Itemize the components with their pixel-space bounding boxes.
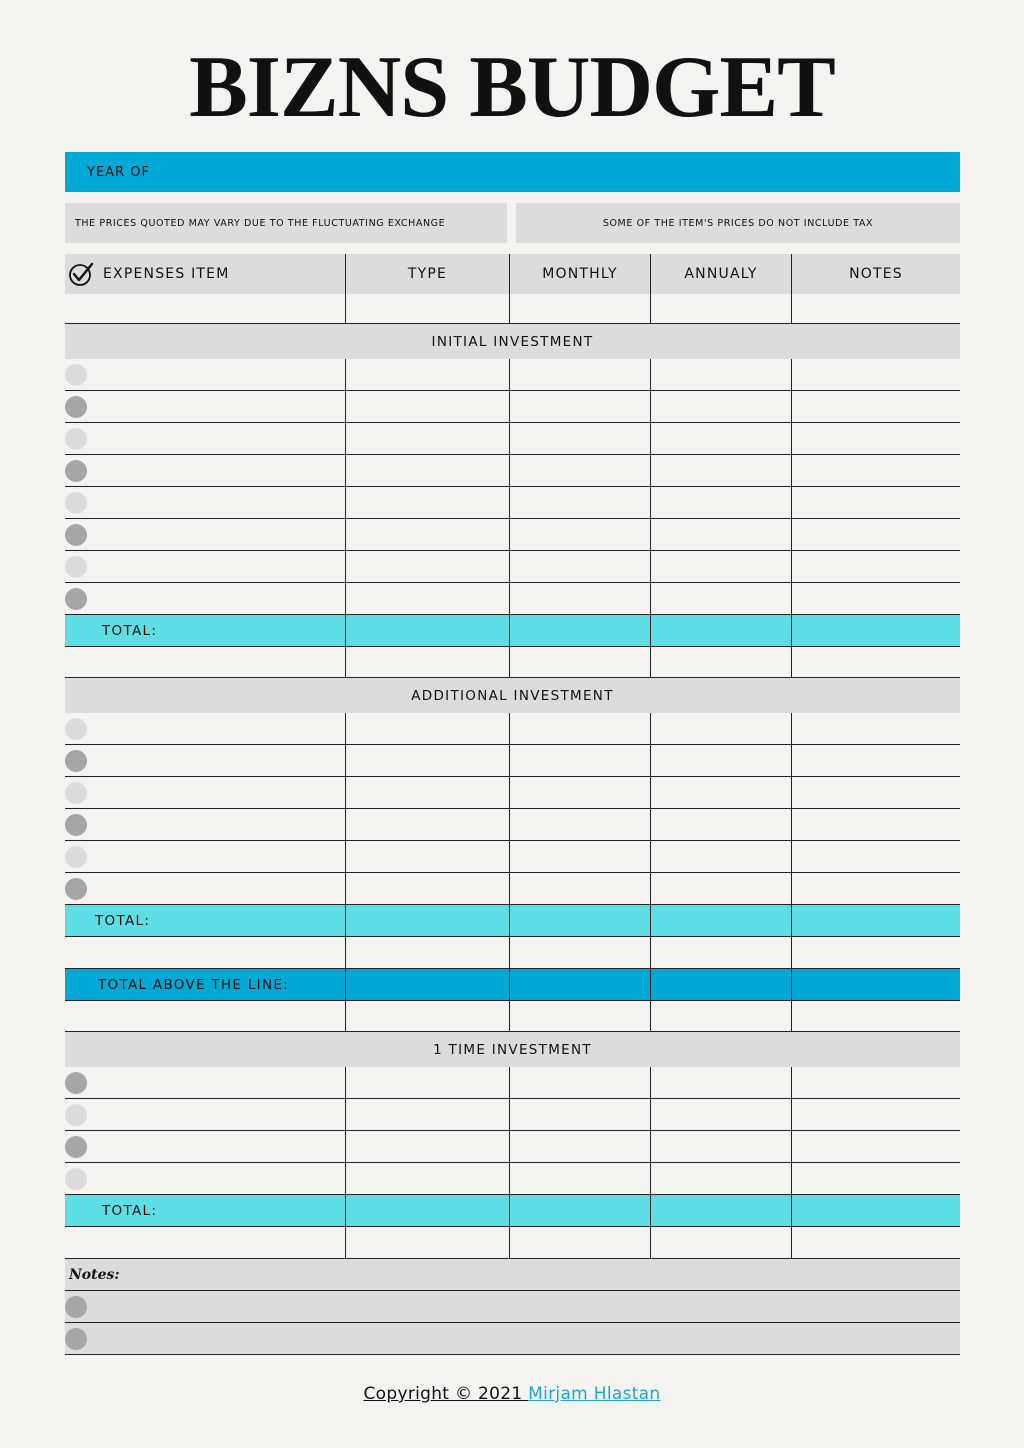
bullet-icon [65, 814, 87, 836]
table-row[interactable] [65, 873, 960, 905]
notes-header [65, 1259, 960, 1291]
total-row-one-time[interactable] [65, 1195, 960, 1227]
bullet-icon [65, 1328, 87, 1350]
bullet-icon [65, 1136, 87, 1158]
total-row-additional[interactable] [65, 905, 960, 937]
table-row[interactable] [65, 745, 960, 777]
table-header [65, 254, 960, 294]
total-row-initial[interactable] [65, 615, 960, 647]
section-initial-investment: INITIAL INVESTMENT [65, 324, 960, 359]
table-row[interactable] [65, 423, 960, 455]
copyright-text: Copyright © 2021 [363, 1384, 529, 1404]
bullet-icon [65, 428, 87, 450]
budget-sheet [65, 152, 960, 1355]
page-title: BIZNS BUDGET [189, 39, 835, 136]
notice-row [65, 203, 960, 243]
budget-table [65, 254, 960, 1355]
table-row[interactable] [65, 583, 960, 615]
total-above-line-label: TOTAL ABOVE THE LINE: [98, 976, 290, 993]
table-row[interactable] [65, 713, 960, 745]
table-row[interactable] [65, 487, 960, 519]
bullet-icon [65, 1104, 87, 1126]
bullet-icon [65, 718, 87, 740]
section-additional-investment: ADDITIONAL INVESTMENT [65, 678, 960, 713]
table-row[interactable] [65, 519, 960, 551]
bullet-icon [65, 556, 87, 578]
section-one-time-investment: 1 TIME INVESTMENT [65, 1032, 960, 1067]
table-row[interactable] [65, 1227, 960, 1259]
tax-notice: SOME OF THE ITEM'S PRICES DO NOT INCLUDE TAX [516, 203, 960, 243]
table-row[interactable] [65, 359, 960, 391]
table-row[interactable] [65, 455, 960, 487]
col-annualy: ANNUALY [651, 254, 792, 294]
bullet-icon [65, 878, 87, 900]
bullet-icon [65, 588, 87, 610]
bullet-icon [65, 1072, 87, 1094]
table-row[interactable] [65, 294, 960, 324]
col-notes: NOTES [849, 266, 903, 282]
col-expenses-item [65, 254, 346, 294]
table-row[interactable] [65, 647, 960, 678]
bullet-icon [65, 1296, 87, 1318]
notes-line[interactable] [65, 1291, 960, 1323]
table-row[interactable] [65, 809, 960, 841]
table-row[interactable] [65, 1131, 960, 1163]
table-row[interactable] [65, 841, 960, 873]
table-row[interactable] [65, 1067, 960, 1099]
col-type: TYPE [346, 254, 510, 294]
table-row[interactable] [65, 391, 960, 423]
bullet-icon [65, 846, 87, 868]
bullet-icon [65, 492, 87, 514]
bullet-icon [65, 396, 87, 418]
bullet-icon [65, 364, 87, 386]
table-row[interactable] [65, 1001, 960, 1032]
bullet-icon [65, 782, 87, 804]
total-above-line-row[interactable] [65, 969, 960, 1001]
copyright-footer [0, 1384, 1024, 1404]
notes-label: Notes: [69, 1266, 120, 1283]
total-label: TOTAL: [102, 622, 158, 639]
year-bar[interactable] [65, 152, 960, 192]
checkmark-circle-icon [68, 261, 94, 287]
col-label-expenses: EXPENSES ITEM [103, 266, 230, 282]
table-row[interactable] [65, 937, 960, 969]
table-row[interactable] [65, 777, 960, 809]
year-label: YEAR OF [87, 164, 150, 180]
total-label: TOTAL: [102, 1202, 158, 1219]
col-monthly: MONTHLY [510, 254, 651, 294]
bullet-icon [65, 750, 87, 772]
bullet-icon [65, 1168, 87, 1190]
table-row[interactable] [65, 1163, 960, 1195]
exchange-notice: THE PRICES QUOTED MAY VARY DUE TO THE FLUCTUATING EXCHANGE [65, 203, 507, 243]
table-row[interactable] [65, 1099, 960, 1131]
table-row[interactable] [65, 551, 960, 583]
bullet-icon [65, 460, 87, 482]
total-label: TOTAL: [95, 912, 151, 929]
notes-line[interactable] [65, 1323, 960, 1355]
author-link[interactable]: Mirjam Hlastan [528, 1384, 661, 1404]
bullet-icon [65, 524, 87, 546]
